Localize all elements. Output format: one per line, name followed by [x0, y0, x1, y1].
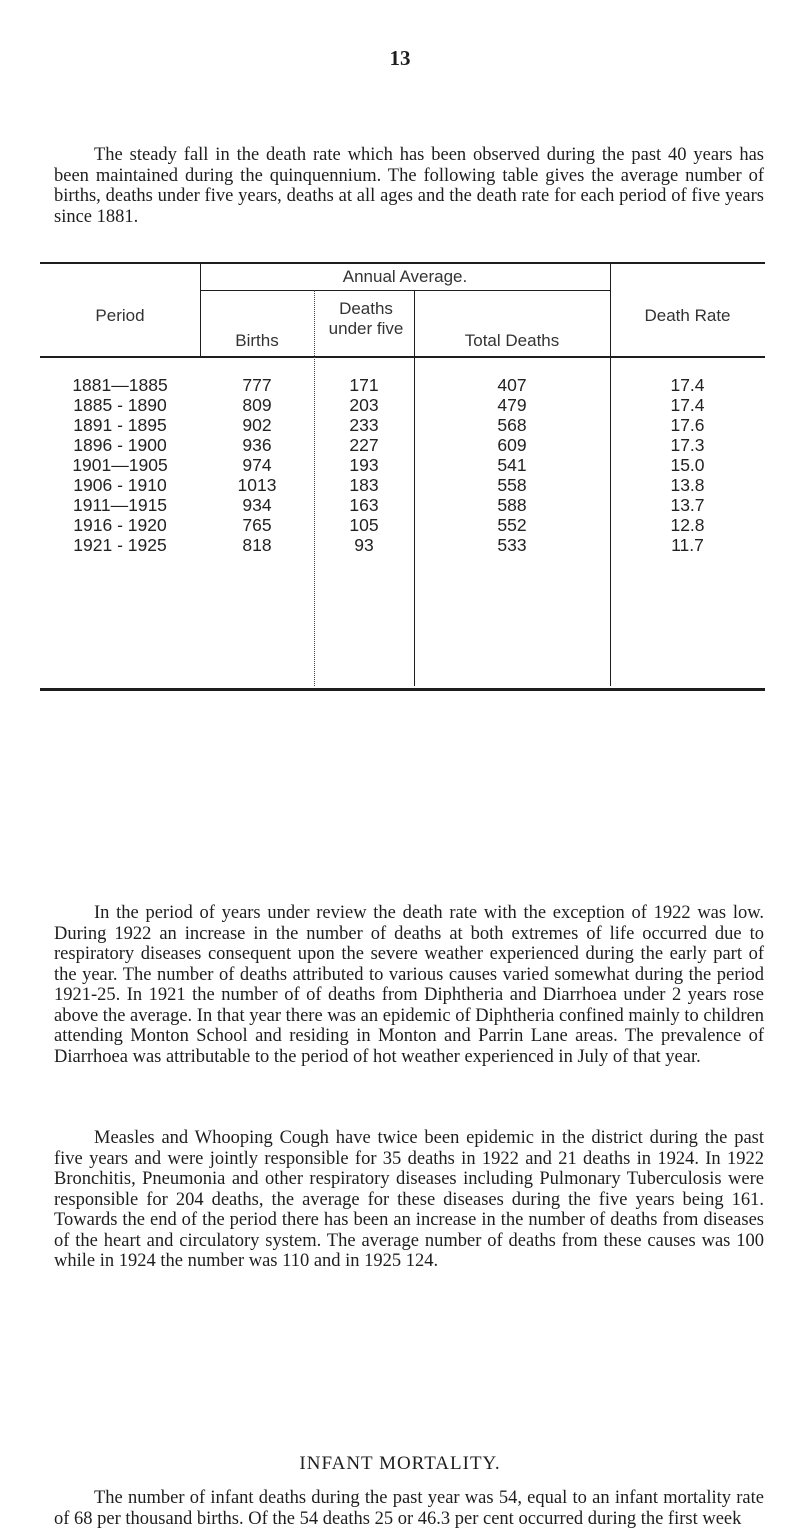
period-header: Period	[95, 306, 145, 325]
births-cell: 934	[242, 495, 272, 515]
under-five-cell: 203	[349, 395, 379, 415]
death-rate-cell: 17.3	[670, 435, 705, 455]
death-rate-cell: 17.6	[670, 415, 705, 435]
births-cell: 818	[242, 535, 272, 555]
table-bottom-rule	[40, 688, 765, 691]
under-five-cell: 93	[354, 535, 374, 555]
period-cell: 1906 - 1910	[73, 475, 167, 495]
total-deaths-cell: 479	[497, 395, 527, 415]
period-cell: 1921 - 1925	[73, 535, 167, 555]
death-rate-cell: 17.4	[670, 375, 705, 395]
total-deaths-cell: 568	[497, 415, 527, 435]
births-cell: 902	[242, 415, 272, 435]
period-cell: 1901—1905	[72, 455, 168, 475]
births-cell: 974	[242, 455, 272, 475]
period-cell: 1911—1915	[72, 495, 168, 515]
intro-paragraph: The steady fall in the death rate which has been observed during the past 40 years has been maintained during the quinquennium. The following table gives the average number of births, deaths under five years, deaths at all ages and the death rate for each period of five years since 1881.	[54, 145, 764, 227]
total-deaths-cell: 609	[497, 435, 527, 455]
death-rate-cell: 12.8	[670, 515, 705, 535]
total-deaths-header: Total Deaths	[464, 331, 560, 350]
table-header-rule	[40, 356, 765, 358]
death-rate-cell: 15.0	[670, 455, 705, 475]
period-cell: 1891 - 1895	[73, 415, 167, 435]
under-five-cell: 233	[349, 415, 379, 435]
review-paragraph: In the period of years under review the death rate with the exception of 1922 was low. During 1922 an increase in the number of deaths at both extremes of life occurred due to respiratory diseases consequent upon the severe weather experienced during the early part of the year. The number of deaths attributed to various causes varied somewhat during the period 1921-25. In 1921 the number of of deaths from Diphtheria and Diarrhoea under 2 years rose above the average. In that year there was an epidemic of Diphtheria confined mainly to children attending Monton School and residing in Monton and Parrin Lane areas. The prevalence of Diarrhoea was attributable to the period of hot weather experienced in July of that year.	[54, 903, 764, 1067]
under-five-cell: 163	[349, 495, 379, 515]
total-deaths-cell: 407	[497, 375, 527, 395]
births-cell: 1013	[237, 475, 277, 495]
table-top-rule	[40, 262, 765, 264]
period-cell: 1916 - 1920	[73, 515, 167, 535]
death-rate-cell: 11.7	[671, 535, 704, 555]
under-five-cell: 193	[349, 455, 379, 475]
total-deaths-cell: 533	[497, 535, 527, 555]
death-rate-header: Death Rate	[644, 306, 731, 325]
total-deaths-cell: 541	[497, 455, 527, 475]
measles-paragraph: Measles and Whooping Cough have twice been epidemic in the district during the past five years and were jointly responsible for 35 deaths in 1922 and 21 deaths in 1924. In 1922 Bronchitis, Pneumonia and other respiratory diseases including Pulmonary Tuberculosis were responsible for 204 deaths, the average for these diseases during the five years being 161. Towards the end of the period there has been an increase in the number of deaths from diseases of the heart and circulatory system. The average number of deaths from these causes was 100 while in 1924 the number was 110 and in 1925 124.	[54, 1128, 764, 1271]
period-cell: 1885 - 1890	[73, 395, 167, 415]
death-rate-cell: 17.4	[670, 395, 705, 415]
under-five-cell: 227	[349, 435, 379, 455]
period-cell: 1881—1885	[72, 375, 168, 395]
infant-paragraph: The number of infant deaths during the past year was 54, equal to an infant mortality rate of 68 per thousand births. Of the 54 deaths 25 or 46.3 per cent occurred during the first week	[54, 1488, 764, 1529]
death-rate-cell: 13.8	[670, 475, 705, 495]
death-rate-cell: 13.7	[670, 495, 705, 515]
mortality-table	[40, 262, 765, 892]
total-deaths-cell: 558	[497, 475, 527, 495]
group-header-rule	[200, 290, 610, 291]
births-cell: 809	[242, 395, 272, 415]
births-cell: 765	[242, 515, 272, 535]
page-number: 13	[389, 46, 411, 70]
under-five-cell: 171	[349, 375, 379, 395]
infant-mortality-heading: INFANT MORTALITY.	[299, 1453, 501, 1474]
period-cell: 1896 - 1900	[73, 435, 167, 455]
annual-average-header: Annual Average.	[342, 267, 468, 286]
total-deaths-cell: 588	[497, 495, 527, 515]
births-cell: 936	[242, 435, 272, 455]
births-cell: 777	[242, 375, 272, 395]
births-header: Births	[235, 331, 279, 350]
deaths-under-five-header: Deaths under five	[328, 299, 404, 338]
total-deaths-cell: 552	[497, 515, 527, 535]
under-five-cell: 105	[349, 515, 379, 535]
under-five-cell: 183	[349, 475, 379, 495]
